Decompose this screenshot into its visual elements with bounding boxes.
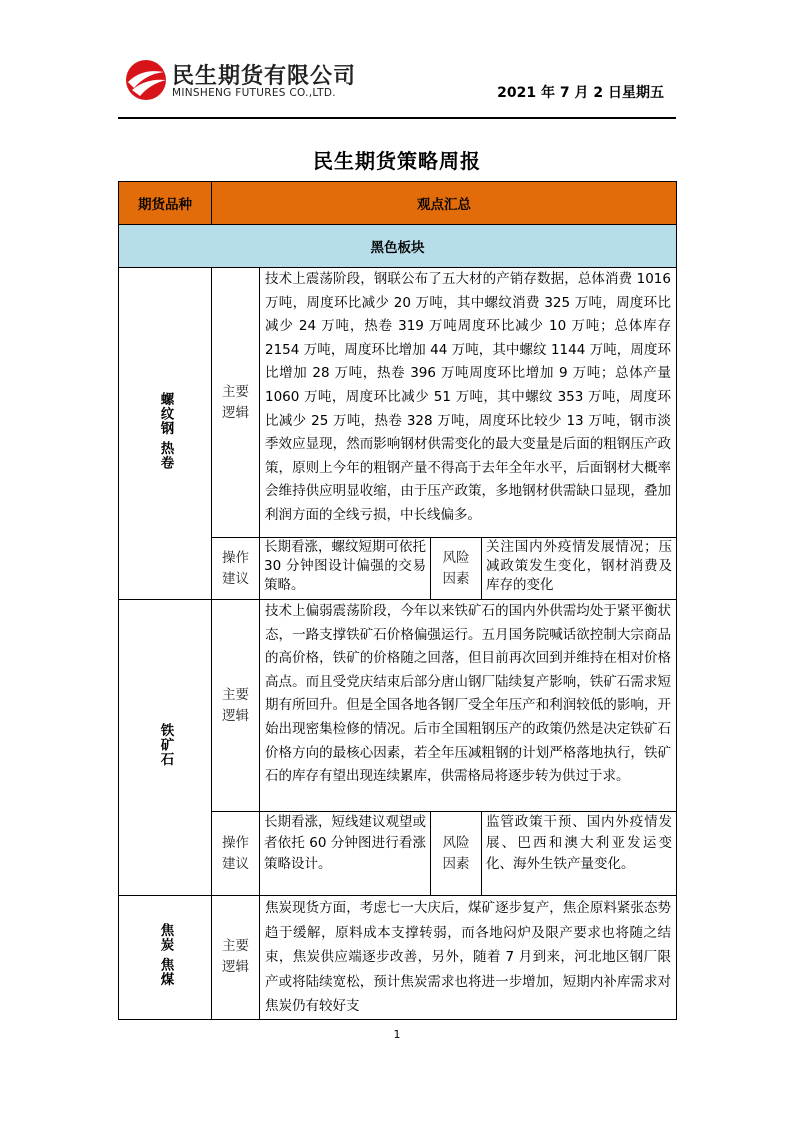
risk-label: 风险因素 — [431, 812, 482, 896]
section-row — [119, 225, 677, 268]
risk-label: 风险因素 — [431, 538, 482, 600]
report-date: 2021 年 7 月 2 日星期五 — [497, 85, 664, 101]
op-label: 操作建议 — [212, 538, 260, 600]
op-text: 长期看涨，螺纹短期可依托 30 分钟图设计偏强的交易策略。 — [260, 538, 431, 600]
logic-label: 主要逻辑 — [212, 268, 260, 538]
header-divider — [118, 117, 676, 119]
variety-name: 铁矿石 — [119, 600, 212, 896]
report-title: 民生期货策略周报 — [313, 149, 481, 173]
company-logo — [124, 58, 364, 102]
risk-text: 监管政策干预、国内外疫情发展、巴西和澳大利亚发运变化、海外生铁产量变化。 — [482, 812, 677, 896]
logo-english-name: MINSHENG FUTURES CO.,LTD. — [172, 87, 336, 99]
header-variety: 期货品种 — [119, 182, 212, 225]
risk-text: 关注国内外疫情发展情况；压减政策发生变化，钢材消费及库存的变化 — [482, 538, 677, 600]
table-row — [119, 600, 677, 812]
op-text: 长期看涨，短线建议观望或者依托 60 分钟图进行看涨策略设计。 — [260, 812, 431, 896]
table-header-row — [119, 182, 677, 225]
logic-label: 主要逻辑 — [212, 896, 260, 1020]
logic-text: 技术上震荡阶段，钢联公布了五大材的产销存数据，总体消费 1016 万吨，周度环比减少 20 万吨，其中螺纹消费 325 万吨，周度环比减少 24 万吨，热卷 319 万吨周度环比减少 10 万吨；总体库存 2154 万吨，周度环比增加 44 万吨，其中螺纹 1144 万吨，周度环比增加 28 万吨，热卷 396 万吨周度环比增加 9 万吨；总体产量 1060 万吨，周度环比减少 51 万吨，其中螺纹 353 万吨，周度环比减少 25 万吨，热卷 328 万吨，周度环比较少 13 万吨，钢市淡季效应显现，然而影响钢材供需变化的最大变量是后面的粗钢压产政策，原则上今年的粗钢产量不得高于去年全年水平，后面钢材大概率会维持供应明显收缩，由于压产政策，多地钢材供需缺口显现，叠加利润方面的全线亏损，中长线偏多。 — [260, 268, 677, 538]
strategy-table — [118, 181, 677, 1020]
logo-swoosh-icon — [124, 58, 168, 102]
section-black: 黑色板块 — [119, 225, 677, 268]
variety-name: 焦炭 焦煤 — [119, 896, 212, 1020]
logic-label: 主要逻辑 — [212, 600, 260, 812]
table-row — [119, 268, 677, 538]
logic-text: 焦炭现货方面，考虑七一大庆后，煤矿逐步复产，焦企原料紧张态势趋于缓解，原料成本支撑转弱，而各地闷炉及限产要求也将随之结束，焦炭供应端逐步改善，另外，随着 7 月到来，河北地区钢厂限产或将陆续宽松，预计焦炭需求也将进一步增加，短期内补库需求对焦炭仍有较好支 — [260, 896, 677, 1020]
header-summary: 观点汇总 — [212, 182, 677, 225]
logo-chinese-name: 民生期货有限公司 — [172, 64, 357, 89]
table-row — [119, 896, 677, 1020]
logic-text: 技术上偏弱震荡阶段，今年以来铁矿石的国内外供需均处于紧平衡状态，一路支撑铁矿石价格偏强运行。五月国务院喊话欲控制大宗商品的高价格，铁矿的价格随之回落，但目前再次回到并维持在相对价格高点。而且受党庆结束后部分唐山钢厂陆续复产影响，铁矿石需求短期有所回升。但是全国各地各钢厂受全年压产和利润较低的影响，开始出现密集检修的情况。后市全国粗钢压产的政策仍然是决定铁矿石价格方向的最核心因素，若全年压减粗钢的计划严格落地执行，铁矿石的库存有望出现连续累库，供需格局将逐步转为供过于求。 — [260, 600, 677, 812]
op-label: 操作建议 — [212, 812, 260, 896]
variety-name: 螺纹钢 热卷 — [119, 268, 212, 600]
page-number: 1 — [393, 1028, 401, 1041]
